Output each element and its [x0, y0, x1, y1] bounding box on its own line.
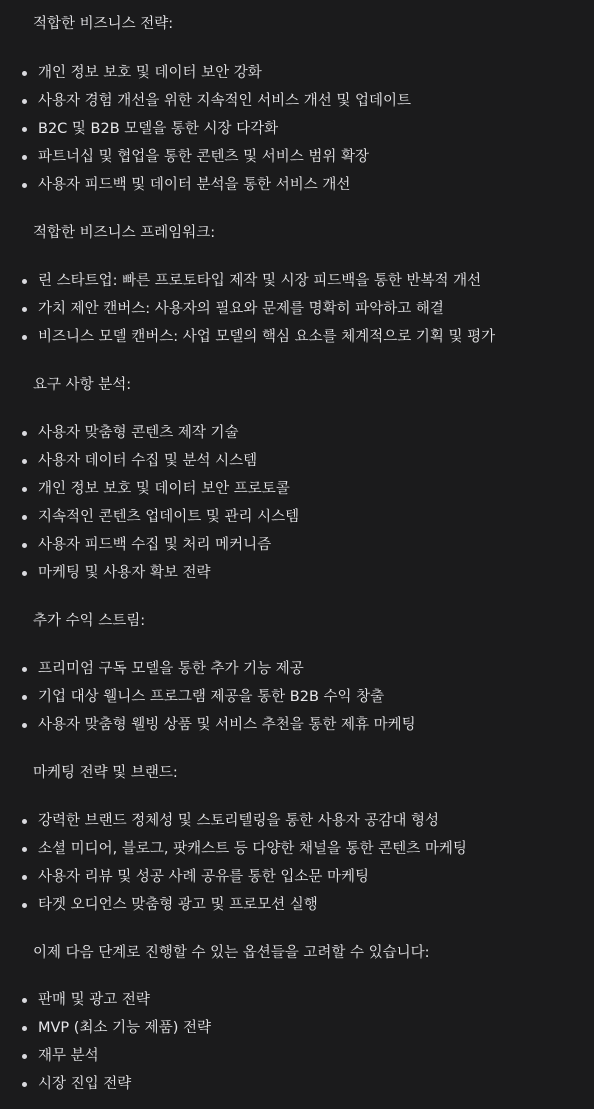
- list-item-text: 사용자 데이터 수집 및 분석 시스템: [38, 453, 258, 469]
- list-item-text: 사용자 맞춤형 콘텐츠 제작 기술: [38, 425, 239, 441]
- list-item-text: 사용자 리뷰 및 성공 사례 공유를 통한 입소문 마케팅: [38, 869, 370, 885]
- list-item: [0, 323, 594, 351]
- list-item-text: 판매 및 광고 전략: [38, 992, 150, 1008]
- list-item-text: 개인 정보 보호 및 데이터 보안 프로토콜: [38, 481, 290, 497]
- bullet-dot: [22, 155, 27, 160]
- list-item-text: 사용자 경험 개선을 위한 지속적인 서비스 개선 및 업데이트: [38, 93, 412, 109]
- list-item-text: 지속적인 콘텐츠 업데이트 및 관리 시스템: [38, 509, 300, 525]
- bullet-list: [0, 655, 594, 739]
- bullet-dot: [22, 723, 27, 728]
- list-item: [0, 711, 594, 739]
- bullet-dot: [22, 183, 27, 188]
- list-item: [0, 419, 594, 447]
- list-item-text: 재무 분석: [38, 1048, 99, 1064]
- bullet-dot: [22, 571, 27, 576]
- list-item: [0, 59, 594, 87]
- list-item-text: 사용자 피드백 수집 및 처리 메커니즘: [38, 537, 272, 553]
- bullet-dot: [22, 695, 27, 700]
- list-item: [0, 1042, 594, 1070]
- list-item-text: 소셜 미디어, 블로그, 팟캐스트 등 다양한 채널을 통한 콘텐츠 마케팅: [38, 841, 467, 857]
- list-item: [0, 835, 594, 863]
- bullet-dot: [22, 71, 27, 76]
- list-item: [0, 683, 594, 711]
- list-item: [0, 267, 594, 295]
- list-item-text: 기업 대상 웰니스 프로그램 제공을 통한 B2B 수익 창출: [38, 689, 385, 705]
- bullet-dot: [22, 1054, 27, 1059]
- list-item: [0, 447, 594, 475]
- section-title: 추가 수익 스트림:: [33, 613, 146, 629]
- bullet-dot: [22, 667, 27, 672]
- bullet-dot: [22, 998, 27, 1003]
- list-item: [0, 295, 594, 323]
- list-item-text: 마케팅 및 사용자 확보 전략: [38, 565, 211, 581]
- list-item: [0, 891, 594, 919]
- bullet-list: [0, 807, 594, 919]
- list-item-text: 개인 정보 보호 및 데이터 보안 강화: [38, 65, 262, 81]
- list-item: [0, 143, 594, 171]
- bullet-list: [0, 419, 594, 587]
- bullet-dot: [22, 431, 27, 436]
- list-item-text: 가치 제안 캔버스: 사용자의 필요와 문제를 명확히 파악하고 해결: [38, 301, 444, 317]
- section-title: 이제 다음 단계로 진행할 수 있는 옵션들을 고려할 수 있습니다:: [33, 945, 430, 961]
- bullet-list: [0, 267, 594, 351]
- bullet-dot: [22, 543, 27, 548]
- list-item-text: MVP (최소 기능 제품) 전략: [38, 1020, 211, 1036]
- list-item-text: 사용자 피드백 및 데이터 분석을 통한 서비스 개선: [38, 177, 351, 193]
- bullet-dot: [22, 847, 27, 852]
- list-item-text: 사용자 맞춤형 웰빙 상품 및 서비스 추천을 통한 제휴 마케팅: [38, 717, 416, 733]
- list-item: [0, 807, 594, 835]
- list-item: [0, 503, 594, 531]
- list-item: [0, 559, 594, 587]
- list-item: [0, 863, 594, 891]
- bullet-dot: [22, 515, 27, 520]
- list-item-text: 파트너십 및 협업을 통한 콘텐츠 및 서비스 범위 확장: [38, 149, 370, 165]
- list-item: [0, 115, 594, 143]
- bullet-dot: [22, 1082, 27, 1087]
- list-item: [0, 475, 594, 503]
- bullet-dot: [22, 459, 27, 464]
- list-item: [0, 531, 594, 559]
- list-item-text: B2C 및 B2B 모델을 통한 시장 다각화: [38, 121, 279, 137]
- bullet-dot: [22, 279, 27, 284]
- bullet-dot: [22, 99, 27, 104]
- bullet-dot: [22, 1026, 27, 1031]
- list-item-text: 타겟 오디언스 맞춤형 광고 및 프로모션 실행: [38, 897, 318, 913]
- list-item: [0, 1014, 594, 1042]
- bullet-dot: [22, 819, 27, 824]
- bullet-dot: [22, 487, 27, 492]
- list-item: [0, 655, 594, 683]
- list-item-text: 린 스타트업: 빠른 프로토타입 제작 및 시장 피드백을 통한 반복적 개선: [38, 273, 482, 289]
- list-item-text: 프리미엄 구독 모델을 통한 추가 기능 제공: [38, 661, 304, 677]
- list-item: [0, 171, 594, 199]
- bullet-dot: [22, 127, 27, 132]
- section-title: 요구 사항 분석:: [33, 377, 132, 393]
- list-item-text: 시장 진입 전략: [38, 1076, 132, 1092]
- list-item: [0, 87, 594, 115]
- bullet-list: [0, 986, 594, 1098]
- bullet-dot: [22, 875, 27, 880]
- bullet-dot: [22, 307, 27, 312]
- section-title: 적합한 비즈니스 프레임워크:: [33, 225, 216, 241]
- bullet-list: [0, 59, 594, 199]
- section-title: 적합한 비즈니스 전략:: [33, 16, 174, 32]
- list-item-text: 비즈니스 모델 캔버스: 사업 모델의 핵심 요소를 체계적으로 기획 및 평가: [38, 329, 496, 345]
- list-item: [0, 986, 594, 1014]
- bullet-dot: [22, 903, 27, 908]
- list-item-text: 강력한 브랜드 정체성 및 스토리텔링을 통한 사용자 공감대 형성: [38, 813, 440, 829]
- bullet-dot: [22, 335, 27, 340]
- list-item: [0, 1070, 594, 1098]
- section-title: 마케팅 전략 및 브랜드:: [33, 765, 178, 781]
